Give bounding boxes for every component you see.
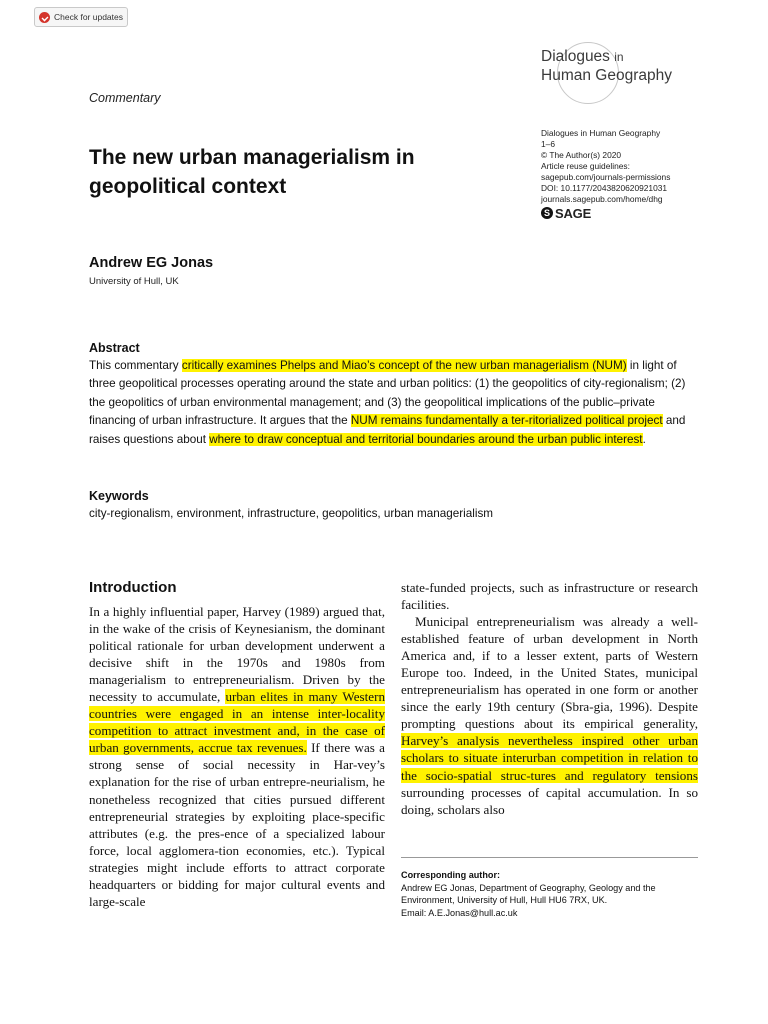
meta-reuse-link[interactable]: sagepub.com/journals-permissions xyxy=(541,172,671,182)
meta-journal: Dialogues in Human Geography xyxy=(541,128,661,138)
body-text: surrounding processes of capital accumulation. In so doing, scholars also xyxy=(401,784,698,817)
abstract-text xyxy=(89,357,699,449)
meta-doi[interactable]: DOI: 10.1177/2043820620921031 xyxy=(541,183,668,193)
check-for-updates-badge[interactable] xyxy=(34,7,128,27)
publisher-name: SAGE xyxy=(555,205,592,221)
meta-reuse-label: Article reuse guidelines: xyxy=(541,161,630,171)
abstract-highlight-3: where to draw conceptual and territorial boundaries around the urban public interest xyxy=(209,432,643,446)
introduction-heading: Introduction xyxy=(89,579,177,596)
abstract-highlight-1: critically examines Phelps and Miao’s concept of the new urban managerialism (NUM) xyxy=(181,359,627,372)
body-text: If there was a strong sense of social necessity in Har-vey’s explanation for the rise of urban entrepre-neurialism, he nonetheless recognized that cities pursued different entrepreneurial strategies by exploiting place-specific attributes (e.g. the pres-ence of a specialized labour force, local agglomera-tion economies, etc.). Typical strategies might include efforts to attract corporate headquarters or bidding for major cultural events and large-scale xyxy=(89,740,385,909)
sage-s-icon: S xyxy=(541,207,553,219)
section-label: Commentary xyxy=(89,91,161,105)
author-name: Andrew EG Jonas xyxy=(89,255,214,271)
keywords-heading: Keywords xyxy=(89,489,149,503)
corresponding-heading: Corresponding author: xyxy=(401,870,501,880)
corresponding-author-note xyxy=(401,869,711,919)
body-text: Municipal entrepreneurialism was already a well-established feature of urban development in North America and, if to a lesser extent, parts of Western Europe too. Indeed, in the United States, municipal entrepreneurialism has operated in one form or another since the early 19th century (Sbra-gia, 1996). Despite prompting questions about its empirical generality, xyxy=(401,614,698,732)
body-highlight-1: urban elites in many Western countries were engaged in an intense inter-locality competition to attract investment and, in the case of urban governments, accrue tax revenues. xyxy=(89,689,386,756)
abstract-heading: Abstract xyxy=(89,341,140,355)
article-title: The new urban managerialism in geopolitical context xyxy=(89,146,415,198)
meta-copyright: © The Author(s) 2020 xyxy=(541,150,622,160)
author-affiliation: University of Hull, UK xyxy=(89,276,179,287)
abstract-text-part: . xyxy=(642,432,646,446)
abstract-highlight-2: NUM remains fundamentally a ter-ritorialized political project xyxy=(350,414,663,428)
logo-line1-small: in xyxy=(614,50,624,64)
check-for-updates-label: Check for updates xyxy=(54,12,123,22)
body-column-right xyxy=(401,579,698,818)
meta-journal-link[interactable]: journals.sagepub.com/home/dhg xyxy=(541,194,663,204)
body-paragraph xyxy=(401,613,698,818)
publisher-logo xyxy=(541,207,741,219)
keywords-list: city-regionalism, environment, infrastructure, geopolitics, urban managerialism xyxy=(89,507,494,520)
journal-logo xyxy=(535,40,715,104)
article-metadata xyxy=(541,128,741,219)
body-highlight-2: Harvey’s analysis nevertheless inspired other urban scholars to situate interurban competition in relation to the socio-spatial struc-tures and regulatory tensions xyxy=(401,733,698,783)
corresponding-address: Andrew EG Jonas, Department of Geography, Geology and the Environment, University of Hull, Hull HU6 7RX, UK. xyxy=(401,882,656,906)
body-paragraph: state-funded projects, such as infrastructure or research facilities. xyxy=(401,580,698,613)
body-text: In a highly influential paper, Harvey (1989) argued that, in the wake of the crisis of Keynesianism, the dominant political rationale for urban development underwent a decisive shift in the 1970s and 1980s from managerialism to entrepreneurialism. Driven by the necessity to accumulate, xyxy=(89,604,385,705)
meta-pages: 1–6 xyxy=(541,139,555,149)
abstract-text-part: and raises questions about xyxy=(89,414,686,446)
update-check-icon xyxy=(39,12,50,23)
footnote-divider xyxy=(401,857,698,858)
logo-line1: Dialogues xyxy=(541,48,610,65)
corresponding-email[interactable]: Email: A.E.Jonas@hull.ac.uk xyxy=(401,907,518,918)
abstract-text-part: in light of three geopolitical processes operating around the state and urban politics: (1) the geopolitics of city-regionalism; (2) the geopolitics of urban environmental management; and (3) the geopolitical implications of the public–private financing of urban infrastructure. It argues that the xyxy=(89,359,686,428)
body-column-left xyxy=(89,603,385,910)
abstract-text-part: This commentary xyxy=(89,359,182,372)
logo-line2: Human Geography xyxy=(541,67,672,84)
